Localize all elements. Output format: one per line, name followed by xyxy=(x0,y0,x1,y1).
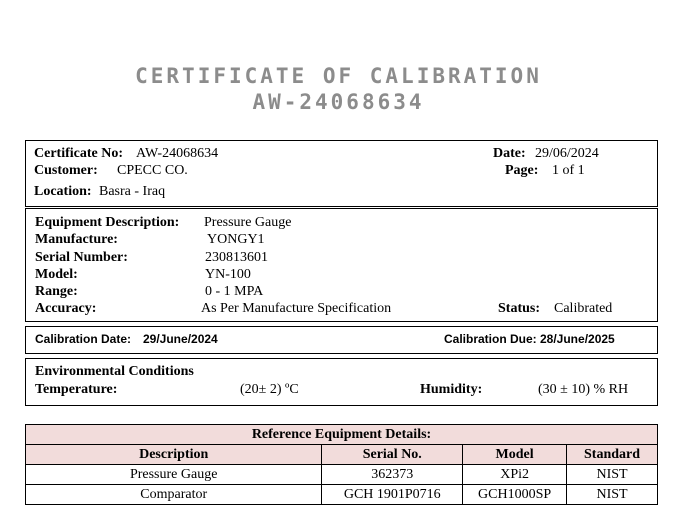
accuracy-label: Accuracy: xyxy=(35,301,97,316)
column-header-model: Model xyxy=(463,445,567,465)
cell-standard: NIST xyxy=(567,485,658,505)
calibration-date-value: 29/June/2024 xyxy=(143,332,218,346)
humidity-label: Humidity: xyxy=(420,382,483,397)
calibration-date-label: Calibration Date: xyxy=(35,332,132,346)
customer-value: CPECC CO. xyxy=(117,163,188,178)
certificate-label: Certificate No: xyxy=(34,146,124,161)
calibration-due-value: 28/June/2025 xyxy=(540,332,615,346)
cell-standard: NIST xyxy=(567,465,658,485)
reference-heading: Reference Equipment Details: xyxy=(26,425,658,445)
calibration-due-label: Calibration Due: xyxy=(444,332,537,346)
date-value: 29/06/2024 xyxy=(535,146,599,161)
cell-serial: GCH 1901P0716 xyxy=(322,485,463,505)
certificate-title: CERTIFICATE OF CALIBRATION xyxy=(135,64,542,88)
column-header-serial: Serial No. xyxy=(322,445,463,465)
model-label: Model: xyxy=(35,267,78,282)
page-label: Page: xyxy=(505,163,539,178)
serial-number-value: 230813601 xyxy=(205,250,268,265)
certificate-number-title: AW-24068634 xyxy=(252,90,425,114)
cell-description: Pressure Gauge xyxy=(26,465,322,485)
temperature-label: Temperature: xyxy=(35,382,118,397)
table-row xyxy=(26,465,658,485)
model-value: YN-100 xyxy=(205,267,251,282)
temperature-value: (20± 2) ºC xyxy=(240,382,299,397)
reference-column-header-row xyxy=(26,445,658,465)
humidity-value: (30 ± 10) % RH xyxy=(538,382,629,397)
accuracy-value: As Per Manufacture Specification xyxy=(201,301,392,316)
customer-label: Customer: xyxy=(34,163,98,178)
column-header-standard: Standard xyxy=(567,445,658,465)
location-value: Basra - Iraq xyxy=(99,184,166,199)
date-label: Date: xyxy=(493,146,526,161)
location-label: Location: xyxy=(34,184,92,199)
equipment-description-value: Pressure Gauge xyxy=(204,215,292,230)
reference-equipment-table xyxy=(25,424,658,505)
environment-heading: Environmental Conditions xyxy=(35,364,194,379)
column-header-description: Description xyxy=(26,445,322,465)
serial-number-label: Serial Number: xyxy=(35,250,128,265)
manufacture-label: Manufacture: xyxy=(35,232,118,247)
table-row xyxy=(26,485,658,505)
cell-description: Comparator xyxy=(26,485,322,505)
status-value: Calibrated xyxy=(554,301,613,316)
reference-heading-row xyxy=(26,425,658,445)
range-label: Range: xyxy=(35,284,78,299)
cell-serial: 362373 xyxy=(322,465,463,485)
cell-model: XPi2 xyxy=(463,465,567,485)
equipment-description-label: Equipment Description: xyxy=(35,215,180,230)
page-value: 1 of 1 xyxy=(552,163,585,178)
certificate-value: AW-24068634 xyxy=(136,146,219,161)
cell-model: GCH1000SP xyxy=(463,485,567,505)
range-value: 0 - 1 MPA xyxy=(205,284,264,299)
status-label: Status: xyxy=(498,301,541,316)
manufacture-value: YONGY1 xyxy=(207,232,265,247)
